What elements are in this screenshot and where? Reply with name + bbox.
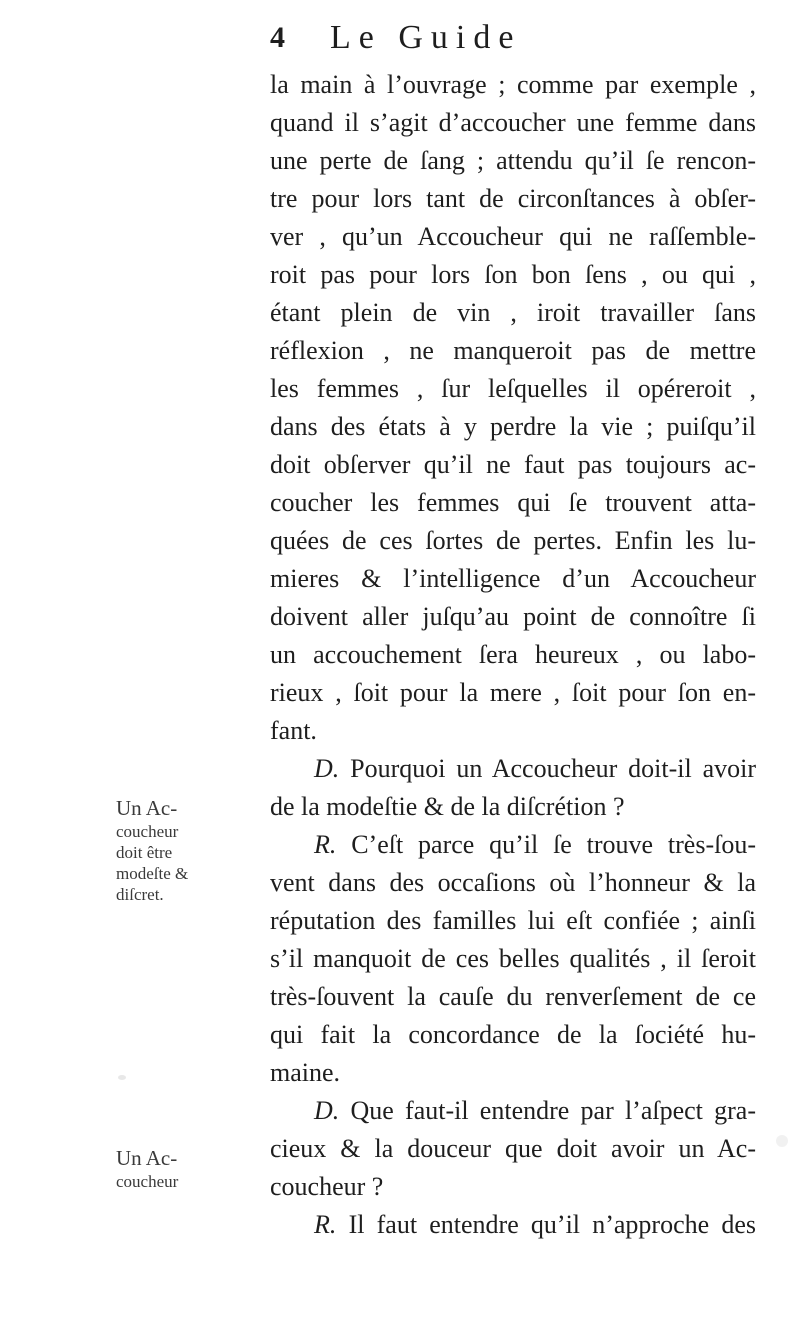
line-text: fant. xyxy=(270,716,317,745)
line-text: tre pour lors tant de circonſtances à obſer- xyxy=(270,184,756,213)
line-text: s’il manquoit de ces belles qualités , il ſeroit xyxy=(270,944,756,973)
line-text: ver , qu’un Accoucheur qui ne raſſemble- xyxy=(270,222,756,251)
margin-note-line: diſcret. xyxy=(116,885,164,904)
margin-note-accoucheur xyxy=(116,1145,236,1192)
text-line xyxy=(270,104,756,142)
line-text: coucher les femmes qui ſe trouvent atta- xyxy=(270,488,756,517)
ink-speck xyxy=(776,1135,788,1147)
text-line xyxy=(270,598,756,636)
text-line xyxy=(270,294,756,332)
line-text: roit pas pour lors ſon bon ſens , ou qui , xyxy=(270,260,756,289)
line-text: Il faut entendre qu’il n’approche des xyxy=(336,1210,756,1239)
text-line xyxy=(270,256,756,294)
line-text: coucheur ? xyxy=(270,1172,384,1201)
margin-note-line: modeſte & xyxy=(116,864,189,883)
line-text: C’eſt parce qu’il ſe trouve très-ſou- xyxy=(336,830,756,859)
line-text: maine. xyxy=(270,1058,341,1087)
main-text-block xyxy=(270,66,756,1244)
text-line xyxy=(270,1206,756,1244)
ink-speck xyxy=(118,1075,126,1080)
speaker-label: D. xyxy=(314,754,340,783)
line-text: dans des états à y perdre la vie ; puiſqu’il xyxy=(270,412,756,441)
text-line xyxy=(270,978,756,1016)
line-text: cieux & la douceur que doit avoir un Ac- xyxy=(270,1134,756,1163)
text-line xyxy=(270,826,756,864)
text-line xyxy=(270,788,756,826)
margin-note-modesty xyxy=(116,795,236,905)
text-line xyxy=(270,142,756,180)
margin-note-line: Un Ac- xyxy=(116,796,178,820)
margin-note-line: doit être xyxy=(116,843,173,862)
line-text: doit obſerver qu’il ne faut pas toujours ac- xyxy=(270,450,756,479)
running-head: Le Guide xyxy=(330,19,522,56)
text-line xyxy=(270,408,756,446)
text-line xyxy=(270,1130,756,1168)
line-text: une perte de ſang ; attendu qu’il ſe rencon- xyxy=(270,146,756,175)
line-text: rieux , ſoit pour la mere , ſoit pour ſon en- xyxy=(270,678,756,707)
text-line xyxy=(270,180,756,218)
text-line xyxy=(270,940,756,978)
line-text: très-ſouvent la cauſe du renverſement de ce xyxy=(270,982,756,1011)
text-line xyxy=(270,674,756,712)
text-line xyxy=(270,446,756,484)
line-text: qui fait la concordance de la ſociété hu- xyxy=(270,1020,756,1049)
text-line xyxy=(270,370,756,408)
text-line xyxy=(270,864,756,902)
text-line xyxy=(270,218,756,256)
margin-note-line: coucheur xyxy=(116,822,179,841)
text-line xyxy=(270,902,756,940)
text-line xyxy=(270,522,756,560)
text-line xyxy=(270,332,756,370)
line-text: quées de ces ſortes de pertes. Enfin les lu- xyxy=(270,526,756,555)
speaker-label: D. xyxy=(314,1096,340,1125)
line-text: les femmes , ſur leſquelles il opéreroit , xyxy=(270,374,756,403)
line-text: Que faut-il entendre par l’aſpect gra- xyxy=(339,1096,756,1125)
text-line xyxy=(270,484,756,522)
line-text: réflexion , ne manqueroit pas de mettre xyxy=(270,336,756,365)
text-line xyxy=(270,560,756,598)
line-text: un accouchement ſera heureux , ou labo- xyxy=(270,640,756,669)
page-number: 4 xyxy=(270,21,285,54)
line-text: mieres & l’intelligence d’un Accoucheur xyxy=(270,564,756,593)
speaker-label: R. xyxy=(314,830,337,859)
text-line xyxy=(270,750,756,788)
text-line xyxy=(270,636,756,674)
line-text: réputation des familles lui eſt confiée ; ainſi xyxy=(270,906,756,935)
text-line xyxy=(270,66,756,104)
line-text: la main à l’ouvrage ; comme par exemple , xyxy=(270,70,756,99)
text-line xyxy=(270,1168,756,1206)
line-text: Pourquoi un Accoucheur doit-il avoir xyxy=(339,754,756,783)
text-line xyxy=(270,1092,756,1130)
margin-note-line: Un Ac- xyxy=(116,1146,178,1170)
text-line xyxy=(270,1016,756,1054)
speaker-label: R. xyxy=(314,1210,337,1239)
line-text: quand il s’agit d’accoucher une femme dans xyxy=(270,108,756,137)
text-line xyxy=(270,712,756,750)
line-text: vent dans des occaſions où l’honneur & la xyxy=(270,868,756,897)
line-text: étant plein de vin , iroit travailler ſans xyxy=(270,298,756,327)
text-line xyxy=(270,1054,756,1092)
page-header xyxy=(270,18,650,58)
line-text: doivent aller juſqu’au point de connoître ſi xyxy=(270,602,756,631)
line-text: de la modeſtie & de la diſcrétion ? xyxy=(270,792,625,821)
margin-note-line: coucheur xyxy=(116,1172,179,1191)
